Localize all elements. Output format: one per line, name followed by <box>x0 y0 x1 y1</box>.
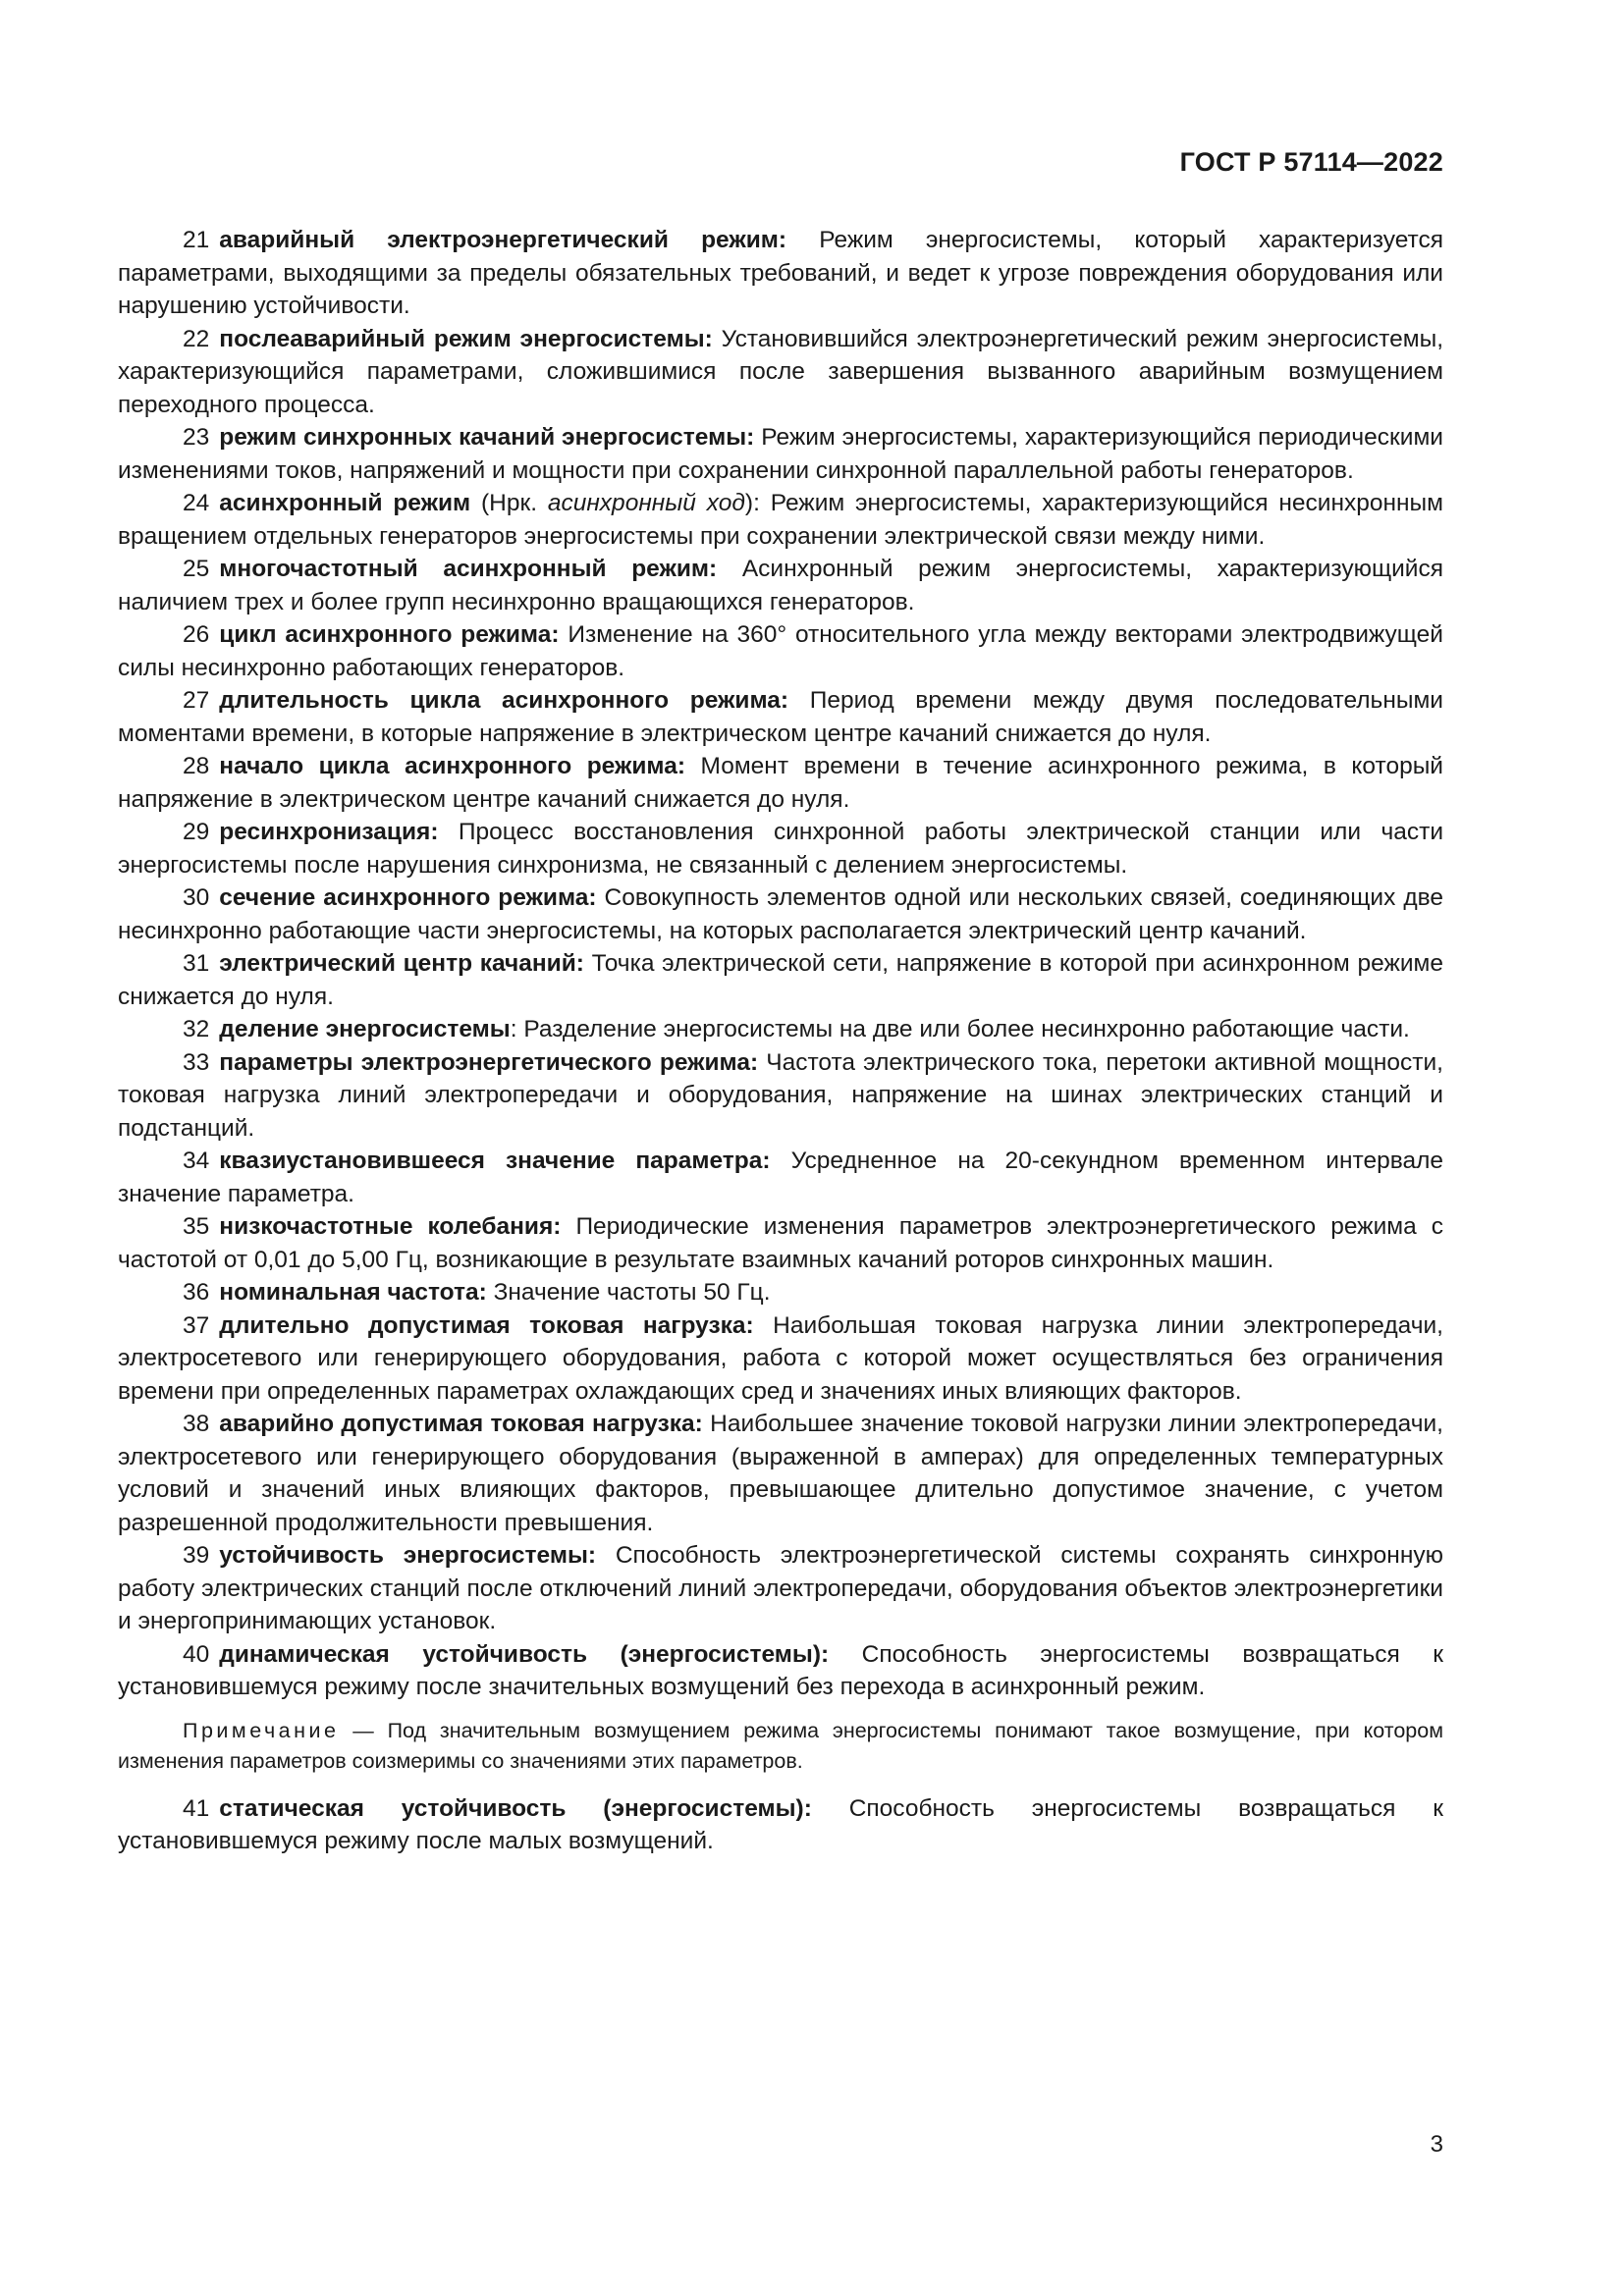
term-title: параметры электроэнергетического режима: <box>219 1048 759 1076</box>
term-number: 36 <box>183 1279 210 1306</box>
term-abbrev-prefix: (Нрк. <box>470 490 548 516</box>
term-number: 23 <box>183 424 210 451</box>
term-title: начало цикла асинхронного режима: <box>219 753 685 779</box>
term-definition: Усредненное на 20-секундном временном интервале значение параметра. <box>118 1148 1443 1207</box>
term-41 <box>118 1792 1443 1858</box>
term-definition: Режим энергосистемы, характеризующийся периодическими изменениями токов, напряжений и мощности при сохранении синхронной параллельной работы генераторов. <box>118 424 1443 484</box>
term-number: 40 <box>183 1640 210 1668</box>
term-31 <box>118 947 1443 1013</box>
term-title: квазиустановившееся значение параметра: <box>219 1148 771 1174</box>
term-number: 26 <box>183 621 210 648</box>
term-number: 29 <box>183 819 210 845</box>
term-28 <box>118 750 1443 816</box>
term-22 <box>118 323 1443 422</box>
term-definition: Периодические изменения параметров электроэнергетического режима с частотой от 0,01 до 5,00 Гц, возникающие в результате взаимных качаний роторов синхронных машин. <box>118 1213 1444 1273</box>
note-text: — Под значительным возмущением режима энергосистемы понимают такое возмущение, при котором изменения параметров соизмеримы со значениями этих параметров. <box>118 1718 1443 1773</box>
term-title: номинальная частота: <box>219 1279 487 1306</box>
term-title: многочастотный асинхронный режим: <box>219 556 718 582</box>
term-number: 21 <box>183 227 210 253</box>
term-title: аварийно допустимая токовая нагрузка: <box>219 1411 703 1437</box>
term-title: статическая устойчивость (энергосистемы): <box>219 1794 812 1822</box>
term-title: цикл асинхронного режима: <box>219 621 560 648</box>
term-definition: Установившийся электроэнергетический режим энергосистемы, характеризующийся параметрами, сложившимися после завершения вызванного аварийным возмущением переходного процесса. <box>118 325 1443 418</box>
term-definition: Режим энергосистемы, который характеризуется параметрами, выходящими за пределы обязательных требований, и ведет к угрозе повреждения оборудования или нарушению устойчивости. <box>118 227 1443 319</box>
term-deprecated-synonym: асинхронный ход <box>547 490 745 516</box>
term-40 <box>118 1638 1443 1704</box>
term-title: низкочастотные колебания: <box>219 1213 562 1240</box>
term-definition: Способность энергосистемы возвращаться к установившемуся режиму после значительных возмущений без перехода в асинхронный режим. <box>118 1640 1443 1700</box>
term-title: динамическая устойчивость (энергосистемы): <box>219 1640 830 1668</box>
term-number: 27 <box>183 687 210 714</box>
term-definition: Процесс восстановления синхронной работы электрической станции или части энергосистемы после нарушения синхронизма, не связанный с делением энергосистемы. <box>118 819 1443 879</box>
term-23 <box>118 421 1443 487</box>
term-title: деление энергосистемы <box>219 1016 511 1042</box>
term-number: 28 <box>183 753 210 779</box>
term-definition: Изменение на 360° относительного угла между векторами электродвижущей силы несинхронно работающих генераторов. <box>118 621 1443 681</box>
term-title: устойчивость энергосистемы: <box>219 1542 597 1569</box>
term-25 <box>118 553 1443 618</box>
term-26 <box>118 618 1443 684</box>
term-definition: Момент времени в течение асинхронного режима, в который напряжение в электрическом центре качаний снижается до нуля. <box>118 753 1443 813</box>
term-number: 39 <box>183 1542 210 1569</box>
term-number: 34 <box>183 1148 210 1174</box>
term-definition: Значение частоты 50 Гц. <box>486 1279 771 1306</box>
standard-designation: ГОСТ Р 57114—2022 <box>1179 147 1443 177</box>
term-number: 25 <box>183 556 210 582</box>
term-29 <box>118 816 1443 881</box>
term-number: 41 <box>183 1794 210 1822</box>
term-number: 22 <box>183 325 210 352</box>
term-definition: ): Режим энергосистемы, характеризующийся несинхронным вращением отдельных генераторов энергосистемы при сохранении электрической связи между ними. <box>118 490 1444 550</box>
term-33 <box>118 1046 1443 1146</box>
term-definition: Период времени между двумя последовательными моментами времени, в которые напряжение в электрическом центре качаний снижается до нуля. <box>118 687 1443 747</box>
term-definition: : Разделение энергосистемы на две или более несинхронно работающие части. <box>510 1016 1410 1042</box>
document-body <box>118 224 1443 1858</box>
term-title: ресинхронизация: <box>219 819 439 845</box>
term-title: длительно допустимая токовая нагрузка: <box>219 1311 754 1339</box>
term-34 <box>118 1145 1443 1210</box>
term-definition: Наибольшая токовая нагрузка линии электропередачи, электросетевого или генерирующего оборудования, работа с которой может осуществляться без ограничения времени при определенных параметрах охлаждающих сред и значениях иных влияющих факторов. <box>118 1311 1443 1405</box>
term-number: 30 <box>183 884 210 911</box>
term-title: асинхронный режим <box>219 490 471 516</box>
term-title: режим синхронных качаний энергосистемы: <box>219 424 755 451</box>
page-number: 3 <box>1430 2131 1443 2158</box>
term-number: 33 <box>183 1048 210 1076</box>
term-30 <box>118 881 1443 947</box>
term-definition: Совокупность элементов одной или нескольких связей, соединяющих две несинхронно работающие части энергосистемы, на которых располагается электрический центр качаний. <box>118 884 1443 944</box>
term-definition: Точка электрической сети, напряжение в которой при асинхронном режиме снижается до нуля. <box>118 950 1443 1010</box>
term-21 <box>118 224 1443 323</box>
term-definition: Способность энергосистемы возвращаться к установившемуся режиму после малых возмущений. <box>118 1794 1443 1854</box>
term-38 <box>118 1408 1443 1539</box>
term-39 <box>118 1539 1443 1638</box>
term-definition: Способность электроэнергетической системы сохранять синхронную работу электрических станций после отключений линий электропередачи, оборудования объектов электроэнергетики и энергопринимающих установок. <box>118 1542 1443 1634</box>
term-number: 32 <box>183 1016 210 1042</box>
term-definition: Наибольшее значение токовой нагрузки линии электропередачи, электросетевого или генерирующего оборудования (выраженной в амперах) для определенных температурных условий и значений иных влияющих факторов, превышающее длительно допустимое значение, с учетом разрешенной продолжительности превышения. <box>118 1411 1443 1536</box>
term-32 <box>118 1013 1443 1046</box>
note-paragraph <box>118 1716 1443 1777</box>
term-number: 31 <box>183 950 210 977</box>
term-number: 35 <box>183 1213 210 1240</box>
term-definition: Частота электрического тока, перетоки активной мощности, токовая нагрузка линий электропередачи и оборудования, напряжение на шинах электрических станций и подстанций. <box>118 1048 1443 1142</box>
term-number: 37 <box>183 1311 210 1339</box>
term-title: электрический центр качаний: <box>219 950 584 977</box>
term-title: сечение асинхронного режима: <box>219 884 597 911</box>
term-35 <box>118 1210 1443 1276</box>
term-number: 24 <box>183 490 210 516</box>
term-title: длительность цикла асинхронного режима: <box>219 687 789 714</box>
term-title: аварийный электроэнергетический режим: <box>219 227 787 253</box>
term-title: послеаварийный режим энергосистемы: <box>219 325 713 352</box>
term-definition: Асинхронный режим энергосистемы, характеризующийся наличием трех и более групп несинхронно вращающихся генераторов. <box>118 556 1444 615</box>
term-27 <box>118 684 1443 750</box>
term-36 <box>118 1276 1443 1309</box>
note-label: Примечание <box>183 1718 340 1742</box>
term-number: 38 <box>183 1411 210 1437</box>
term-37 <box>118 1309 1443 1409</box>
term-24 <box>118 487 1443 553</box>
